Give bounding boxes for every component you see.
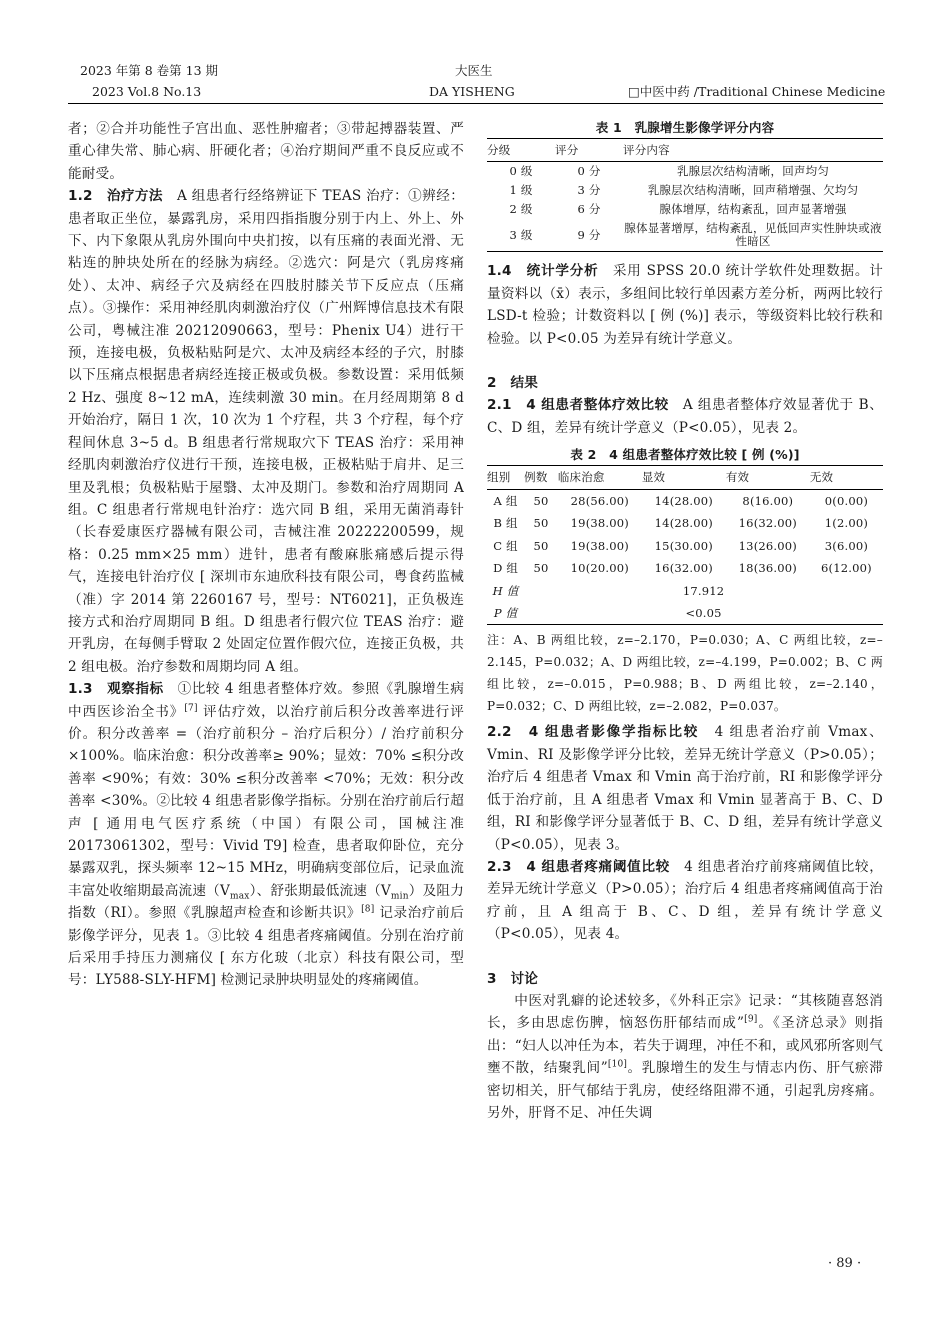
text-1-3-d: ）及阻力指数（RI）。参照《乳腺超声检查和诊断共识》 [68, 882, 464, 922]
sub-max: max [229, 891, 250, 902]
table2-stat-label: H 值 [492, 583, 519, 598]
table2-cell: 18(36.00) [738, 561, 797, 576]
table2-cell: 19(38.00) [570, 538, 629, 553]
table2-cell: 10(20.00) [570, 561, 629, 576]
table2-cell: 19(38.00) [570, 516, 629, 531]
table2-header-cell: 显效 [642, 466, 726, 489]
text-1-3-b: 评估疗效，以治疗前后积分改善率进行评价。积分改善率 =（治疗前积分 – 治疗后积分）/ 治疗前积分 ×100%。临床治愈：积分改善率≥ 90%；显效：70% ≤积分改善率 <90%；有效：30% ≤积分改善率 <70%；无效：积分改善率 <30%。②比较 4 组患者影像学指标。分别在治疗前后行超声 [ 通用电气医疗系统（中国）有限公司，国械注准 20173061302，型号：Vivid T9] 检查，患者取仰卧位，充分暴露双乳，探头频率 12~15 MHz，明确病变部位后，记录血流丰富处收缩期最高流速（V [68, 703, 464, 899]
table2-cell: 0(0.00) [824, 493, 869, 508]
text-3-b: 。《圣济总录》则指出：“妇人以冲任为本，若失于调理，冲任不和，或风邪所客则气壅不散，结聚乳间” [487, 1015, 883, 1077]
table2 [487, 465, 883, 625]
text-1-3-c: ）、舒张期最低流速（V [249, 882, 391, 899]
header-rule [68, 103, 883, 104]
para-2-2 [487, 721, 883, 855]
table2-cell: 28(56.00) [570, 493, 629, 508]
table1-cell: 2 级 [509, 202, 533, 217]
table1-cell: 6 分 [577, 202, 601, 217]
text-2-2: 4 组患者治疗前 Vmax、Vmin、RI 及影像学评分比较，差异无统计学意义（P>0.05）；治疗后 4 组患者 Vmax 和 Vmin 高于治疗前，RI 和影像学评分低于治疗前，且 A 组患者 Vmax 和 Vmin 显著高于 B、C、D 组，RI 和影像学评分显著低于 B、C、D 组，差异有统计学意义（P<0.05），见表 3。 [487, 724, 883, 853]
table2-header-row [487, 466, 883, 489]
table2-row [487, 535, 883, 558]
table1-cell: 腺体显著增厚，结构紊乱，见低回声实性肿块或液性暗区 [624, 221, 882, 249]
ref-8: [8] [361, 904, 375, 915]
table2-cell: D 组 [493, 561, 519, 576]
table1-cell: 1 级 [509, 183, 533, 198]
table1-header-cell: 评分 [555, 139, 623, 162]
ref-9: [9] [744, 1014, 758, 1025]
text-3-a: 中医对乳癖的论述较多，《外科正宗》记录：“其核随喜怒消长，多由思虑伤脾，恼怒伤肝郁结而成” [487, 992, 883, 1032]
text-1-4: 采用 SPSS 20.0 统计学软件处理数据。计量资料以（x̄）表示，多组间比较行单因素方差分析，两两比较行 LSD-t 检验；计数资料以 [ 例 (%)] 表示，等级资料比较行秩和检验。以 P<0.05 为差异有统计学意义。 [487, 263, 883, 347]
table1-header-cell: 评分内容 [623, 139, 883, 162]
text-2-1: A 组患者整体疗效显著优于 B、C、D 组，差异有统计学意义（P<0.05），见表 2。 [487, 397, 883, 436]
table1-header-row [487, 139, 883, 162]
text-2-3: 4 组患者治疗前疼痛阈值比较，差异无统计学意义（P>0.05）；治疗后 4 组患者疼痛阈值高于治疗前，且 A 组高于 B、C、D 组，差异有统计学意义（P<0.05），见表 4。 [487, 858, 883, 943]
table2-note: 注：A、B 两组比较，z=–2.170，P=0.030；A、C 两组比较，z=–2.145，P=0.032；A、D 两组比较，z=–4.199，P=0.002；B、C 两组比较，z=–0.015，P=0.988；B、D 两组比较，z=–2.140，P=0.032；C、D 两组比较，z=–2.082，P=0.037。 [487, 633, 883, 714]
table1-cell: 乳腺层次结构清晰，回声稍增强、欠均匀 [647, 183, 859, 198]
table1-row [487, 219, 883, 252]
table2-header-cell: 例数 [524, 466, 558, 489]
right-column [487, 118, 883, 1124]
table1-cell: 9 分 [577, 227, 601, 242]
table2-header-cell: 临床治愈 [558, 466, 642, 489]
table2-cell: 6(12.00) [821, 561, 872, 576]
para-1-2 [68, 185, 464, 678]
table2-stat-label: P 值 [493, 606, 518, 621]
table1 [487, 138, 883, 252]
table1-row [487, 200, 883, 219]
table1-caption: 表 1 乳腺增生影像学评分内容 [595, 120, 775, 135]
sub-min: min [390, 891, 409, 902]
heading-1-4: 1.4 统计学分析 [487, 263, 599, 280]
para-exclusion: 者；②合并功能性子宫出血、恶性肿瘤者；③带起搏器装置、严重心律失常、肺心病、肝硬化者；④治疗期间严重不良反应或不能耐受。 [68, 121, 464, 182]
table2-cell: 3(6.00) [824, 538, 869, 553]
page-number: · 89 · [828, 1256, 862, 1271]
table2-cell: 1(2.00) [824, 516, 869, 531]
table2-cell: C 组 [493, 538, 518, 553]
table2-cell: A 组 [493, 493, 518, 508]
heading-1-3: 1.3 观察指标 [68, 681, 164, 698]
table2-header-cell: 无效 [810, 466, 883, 489]
heading-2-2: 2.2 4 组患者影像学指标比较 [487, 724, 700, 741]
para-2-3 [487, 856, 883, 946]
table2-cell: 16(32.00) [654, 561, 713, 576]
journal-cn: 大医生 [455, 63, 493, 78]
table2-row [487, 489, 883, 512]
table2-cell: 50 [533, 516, 549, 531]
table2-cell: 15(30.00) [654, 538, 713, 553]
table1-header-cell: 分级 [487, 139, 555, 162]
table2-cell: 50 [533, 493, 549, 508]
heading-2-3: 2.3 4 组患者疼痛阈值比较 [487, 858, 670, 875]
heading-2-1: 2.1 4 组患者整体疗效比较 [487, 397, 669, 414]
text-1-2: A 组患者行经络辨证下 TEAS 治疗：①辨经：患者取正坐位，暴露乳房，采用四指指腹分别于内上、外上、外下、内下象限从乳房外围向中央扪按，以有压痛的表面光滑、无粘连的肿块处所在的经脉为病经。②选穴：阿是穴（乳房疼痛处）、太冲、病经子穴及病经在四肢肘膝关节下反应点（压痛点）。③操作：采用神经肌肉刺激治疗仪（广州辉博信息技术有限公司，粤械注准 20212090663，型号：Phenix U4）进行干预，连接电极，负极粘贴阿是穴、太冲及病经本经的子穴，肘膝以下压痛点根据患者病经连接正极或负极。参数设置：采用低频 2 Hz、强度 8~12 mA，连续刺激 30 min。在月经周期第 8 d 开始治疗，隔日 1 次，10 次为 1 个疗程，共 3 个疗程，每个疗程间休息 3~5 d。B 组患者行常规取穴下 TEAS 治疗：采用神经肌肉刺激治疗仪进行干预，连接电极，正极粘贴于肩井、足三里及乳根；负极粘贴于屋翳、太冲及期门。参数和治疗周期同 A 组。C 组患者行常规电针治疗：选穴同 B 组，采用无菌消毒针（长春爱康医疗器械有限公司，吉械注准 20222200599，规格：0.25 mm×25 mm）进针，患者有酸麻胀痛感后提示得气，连接电针治疗仪 [ 深圳市东迪欣科技有限公司，粤食药监械（准）字 2014 第 2260167 号，型号：NT6021]，正负极连接方式和治疗周期同 B 组。D 组患者行假穴位 TEAS 治疗：避开乳房，在每侧手臂取 2 处固定位置作假穴位，连接正负极，共 2 组电极。治疗参数和周期均同 A 组。 [68, 188, 464, 675]
heading-1-2: 1.2 治疗方法 [68, 188, 163, 205]
table2-stat-row [487, 602, 883, 625]
table2-cell: 14(28.00) [654, 516, 713, 531]
ref-10: [10] [607, 1059, 628, 1070]
section-label: □中医中药 /Traditional Chinese Medicine [628, 84, 886, 99]
table2-row [487, 512, 883, 535]
para-3 [487, 990, 883, 1124]
table2-cell: 50 [533, 538, 549, 553]
text-3-c: 。乳腺增生的发生与情志内伤、肝气瘀滞密切相关，肝气郁结于乳房，使经络阻滞不通，引起乳房疼痛。另外，肝肾不足、冲任失调 [487, 1060, 883, 1121]
table2-cell: 8(16.00) [742, 493, 794, 508]
table2-cell: 13(26.00) [738, 538, 797, 553]
table2-cell: 14(28.00) [654, 493, 713, 508]
heading-2: 2 结果 [487, 375, 539, 392]
table2-header-cell: 有效 [726, 466, 810, 489]
table2-cell: B 组 [493, 516, 518, 531]
text-1-3-e: 记录治疗前后影像学评分，见表 1。③比较 4 组患者疼痛阈值。分别在治疗前后采用手持压力测痛仪 [ 东方化玻（北京）科技有限公司，型号：LY588-SLY-HFM] 检测记录肿块明显处的疼痛阈值。 [68, 905, 464, 989]
table2-row [487, 557, 883, 580]
ref-7: [7] [184, 703, 198, 714]
para-2-1 [487, 394, 883, 439]
table2-cell: 16(32.00) [738, 516, 797, 531]
text-1-3-a: ①比较 4 组患者整体疗效。参照《乳腺增生病中西医诊治全书》 [68, 681, 464, 720]
table2-caption: 表 2 4 组患者整体疗效比较 [ 例 (%)] [570, 447, 800, 463]
table1-cell: 乳腺层次结构清晰，回声均匀 [676, 164, 830, 179]
left-column [68, 118, 464, 992]
table2-stat-row [487, 580, 883, 603]
table2-header-cell: 组别 [487, 466, 524, 489]
table1-cell: 腺体增厚，结构紊乱，回声显著增强 [659, 202, 847, 217]
table1-cell: 0 级 [509, 164, 533, 179]
table2-cell: 50 [533, 561, 549, 576]
issue-en: 2023 Vol.8 No.13 [92, 84, 202, 99]
para-1-4 [487, 260, 883, 350]
heading-3: 3 讨论 [487, 970, 539, 987]
table2-stat-value: <0.05 [685, 606, 722, 621]
table1-cell: 3 级 [509, 227, 533, 242]
table2-stat-value: 17.912 [682, 583, 725, 598]
table1-row [487, 181, 883, 200]
table1-cell: 0 分 [577, 164, 601, 179]
table1-cell: 3 分 [577, 183, 601, 198]
issue-cn: 2023 年第 8 卷第 13 期 [80, 63, 219, 78]
journal-en: DA YISHENG [429, 84, 515, 99]
para-1-3 [68, 678, 464, 992]
table1-row [487, 162, 883, 182]
